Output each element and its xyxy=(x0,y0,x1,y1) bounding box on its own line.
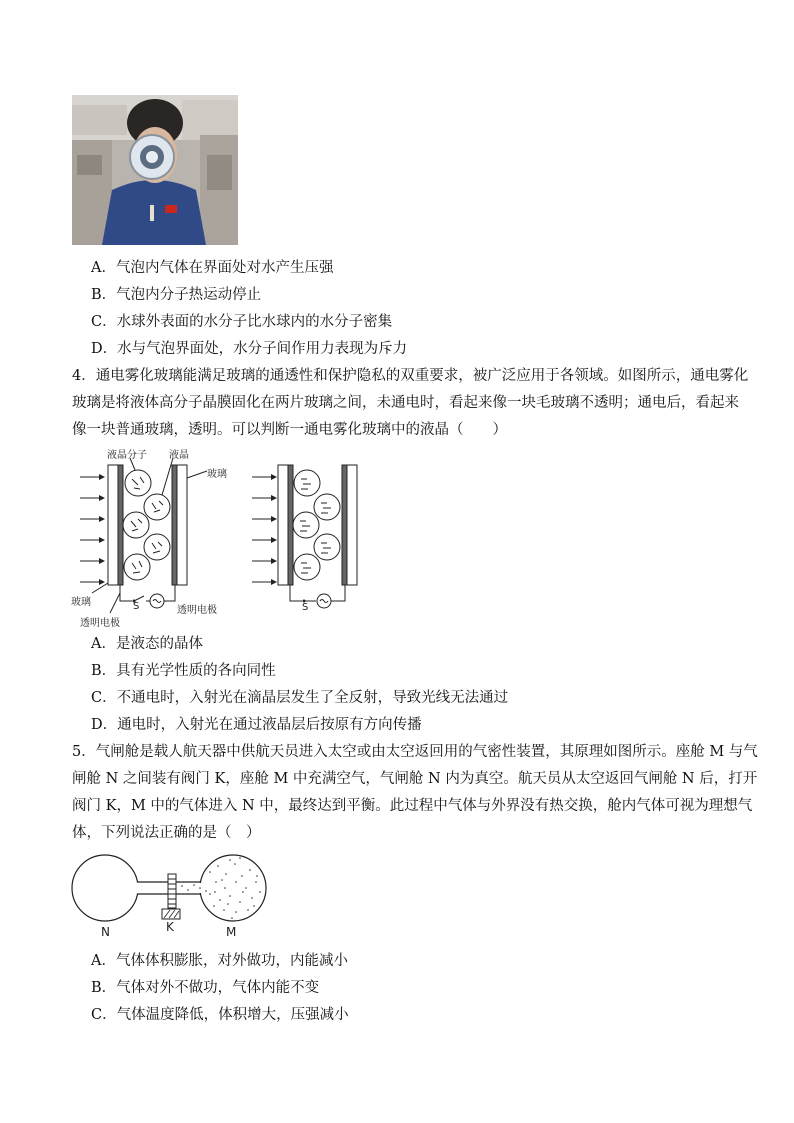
q5-stem-line-1: 5．气闸舱是载人航天器中供航天员进入太空或由太空返回用的气密性装置，其原理如图所示。座舱 M 与气 xyxy=(72,744,758,760)
q3-option-c: C．水球外表面的水分子比水球内的水分子密集 xyxy=(91,314,393,330)
astronaut-water-ball-photo xyxy=(72,95,238,245)
q5-option-c: C．气体温度降低，体积增大，压强减小 xyxy=(91,1007,349,1023)
q4-stem-line-1: 4．通电雾化玻璃能满足玻璃的通透性和保护隐私的双重要求，被广泛应用于各领域。如图所示，通电雾化 xyxy=(72,368,749,384)
label-lc: 液晶 xyxy=(169,450,189,461)
label-electrode-left: 透明电极 xyxy=(80,618,120,629)
label-lc-molecule: 液晶分子 xyxy=(107,450,147,461)
label-m: M xyxy=(226,925,237,939)
q3-option-d: D．水与气泡界面处，水分子间作用力表现为斥力 xyxy=(91,341,408,357)
q3-option-a: A．气泡内气体在界面处对水产生压强 xyxy=(91,260,334,276)
q4-stem-line-3: 像一块普通玻璃，透明。可以判断一通电雾化玻璃中的液晶（ ） xyxy=(72,422,507,438)
q4-option-b: B．具有光学性质的各向同性 xyxy=(91,663,276,679)
label-n: N xyxy=(101,925,110,939)
q4-option-a: A．是液态的晶体 xyxy=(91,636,203,652)
q5-stem-line-4: 体，下列说法正确的是（ ） xyxy=(72,825,261,841)
q3-option-b: B．气泡内分子热运动停止 xyxy=(91,287,262,303)
q5-stem-line-2: 闸舱 N 之间装有阀门 K，座舱 M 中充满空气，气闸舱 N 内为真空。航天员从太空返回气闸舱 N 后，打开 xyxy=(72,771,758,787)
airlock-figure xyxy=(70,852,275,944)
label-switch-right: S xyxy=(302,602,309,613)
label-electrode-right: 透明电极 xyxy=(177,605,217,616)
label-k: K xyxy=(166,920,174,934)
q5-option-b: B．气体对外不做功，气体内能不变 xyxy=(91,980,320,996)
q4-option-c: C．不通电时，入射光在滴晶层发生了全反射，导致光线无法通过 xyxy=(91,690,509,706)
q4-option-d: D．通电时，入射光在通过液晶层后按原有方向传播 xyxy=(91,717,422,733)
q4-stem-line-2: 玻璃是将液体高分子晶膜固化在两片玻璃之间，未通电时，看起来像一块毛玻璃不透明；通电后，看起来 xyxy=(72,395,739,411)
q5-option-a: A．气体体积膨胀，对外做功，内能减小 xyxy=(91,953,348,969)
liquid-crystal-glass-figure xyxy=(70,443,370,628)
label-glass-bottom: 玻璃 xyxy=(71,597,91,608)
label-switch-left: S xyxy=(133,601,140,612)
q5-stem-line-3: 阀门 K，M 中的气体进入 N 中，最终达到平衡。此过程中气体与外界没有热交换，舱内气体可视为理想气 xyxy=(72,798,753,814)
label-glass-top: 玻璃 xyxy=(207,469,227,480)
